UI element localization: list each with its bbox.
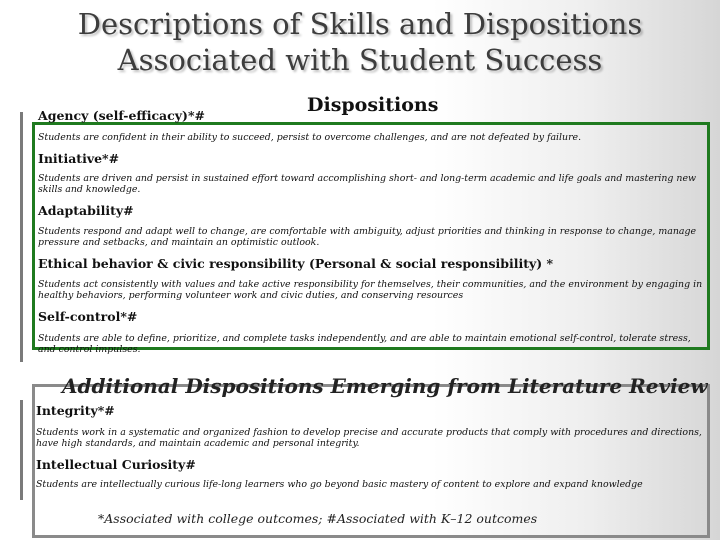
skill-description: Students work in a systematic and organized fashion to develop precise and accurate products that comply with procedures and directions, have high standards, and maintain academic and personal integrity. (36, 427, 702, 449)
skill-description: Students are able to define, prioritize, and complete tasks independently, and are able to maintain emotional self-control, tolerate stress, and control impulses. (38, 333, 691, 355)
additional-dispositions-heading: Additional Dispositions Emerging from Literature Review (62, 374, 708, 398)
skill-description: Students respond and adapt well to change, are comfortable with ambiguity, adjust priorities and thinking in response to change, manage pressure and setbacks, and maintain an optimistic outlook. (38, 226, 697, 248)
page-title (0, 6, 720, 78)
left-accent-bar-bottom (20, 400, 23, 500)
skill-title: Integrity*# (36, 403, 115, 418)
left-accent-bar-top (20, 112, 23, 362)
skill-title: Agency (self-efficacy)*# (38, 108, 205, 123)
skill-title: Intellectual Curiosity# (36, 457, 196, 472)
skill-description: Students are driven and persist in sustained effort toward accomplishing short- and long-term academic and life goals and mastering new skills and knowledge. (38, 173, 697, 195)
footnote: *Associated with college outcomes; #Associated with K–12 outcomes (98, 511, 538, 526)
skill-title: Adaptability# (38, 203, 134, 218)
skill-title: Initiative*# (38, 151, 120, 166)
skill-title: Ethical behavior & civic responsibility (Personal & social responsibility) * (38, 256, 554, 271)
dispositions-heading: Dispositions (307, 94, 439, 116)
skill-title: Self-control*# (38, 309, 138, 324)
page-title-line2: Associated with Student Success (117, 43, 603, 77)
skill-description: Students are confident in their ability to succeed, persist to overcome challenges, and are not defeated by failure. (38, 132, 582, 143)
page-title-line1: Descriptions of Skills and Dispositions (77, 7, 643, 41)
skill-description: Students act consistently with values and take active responsibility for themselves, their communities, and the environment by engaging in healthy behaviors, performing volunteer work and civic duties, and conserving resources (38, 279, 703, 301)
skill-description: Students are intellectually curious life-long learners who go beyond basic mastery of content to explore and expand knowledge (36, 479, 643, 490)
